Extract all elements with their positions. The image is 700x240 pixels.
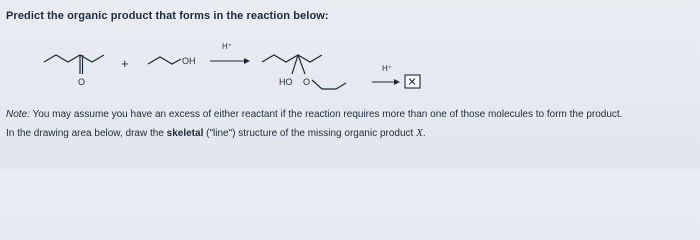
ethanol-reactant (148, 57, 181, 64)
missing-product-box[interactable] (405, 75, 420, 89)
note-text (6, 109, 622, 120)
question-prompt: Predict the organic product that forms in the reaction below: (6, 10, 329, 22)
reaction-scheme (0, 34, 700, 108)
instruction-pre: In the drawing area below, draw the (6, 128, 167, 139)
hemiacetal-ho-label: HO (279, 77, 293, 87)
note-label: Note: (6, 109, 30, 120)
plus-sign: + (121, 56, 129, 71)
instruction-mid: ("line") structure of the missing organic product (203, 128, 417, 139)
catalyst-label-1: H⁺ (222, 42, 232, 51)
note-body: You may assume you have an excess of either reactant if the reaction requires more than one of those molecules to form the product. (29, 109, 623, 120)
instruction-var: X (416, 127, 423, 139)
close-icon: ✕ (407, 76, 417, 89)
reaction-arrow-1 (210, 58, 250, 64)
hemiacetal-o-label: O (303, 77, 311, 87)
drawing-instruction (6, 127, 426, 139)
reaction-arrow-2 (372, 79, 400, 85)
ketone-oxygen-label: O (78, 77, 86, 87)
alcohol-oh-label: OH (182, 56, 196, 66)
ketone-reactant (44, 55, 104, 74)
instruction-bold: skeletal (166, 128, 204, 139)
instruction-post: . (422, 128, 426, 139)
catalyst-label-2: H⁺ (382, 64, 392, 73)
